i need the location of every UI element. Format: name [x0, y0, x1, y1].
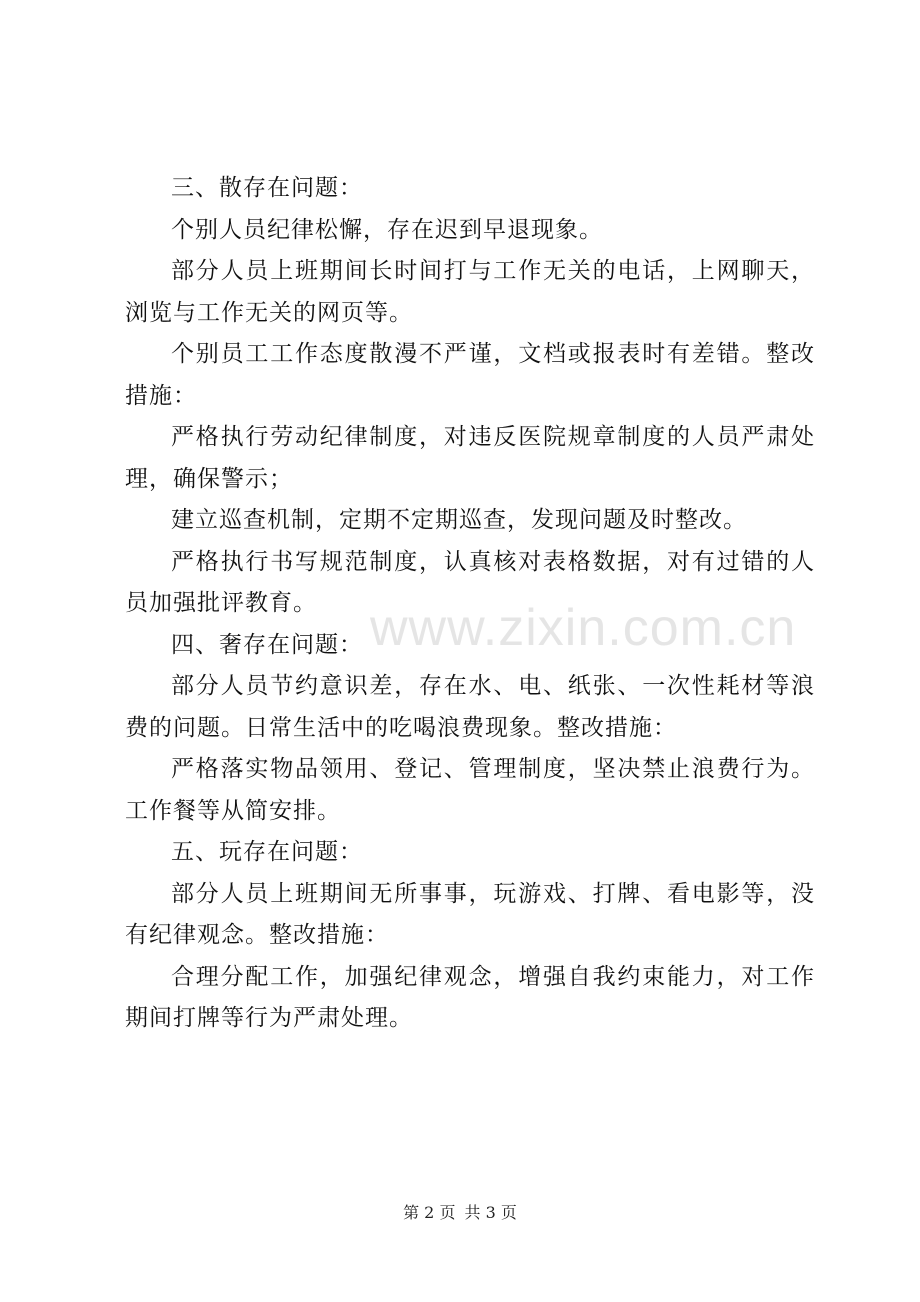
- paragraph: 部分人员上班期间无所事事，玩游戏、打牌、看电影等，没有纪律观念。整改措施：: [125, 880, 815, 948]
- paragraph: 部分人员上班期间长时间打与工作无关的电话，上网聊天，浏览与工作无关的网页等。: [125, 258, 815, 326]
- paragraph: 合理分配工作，加强纪律观念，增强自我约束能力，对工作期间打牌等行为严肃处理。: [125, 963, 815, 1031]
- page-number: 第 2 页: [403, 1203, 456, 1222]
- watermark: www.zixin.com.cn: [370, 599, 797, 657]
- paragraph: 个别员工工作态度散漫不严谨，文档或报表时有差错。整改措施：: [125, 341, 815, 409]
- document-body: [125, 168, 815, 1040]
- paragraph: 严格执行劳动纪律制度，对违反医院规章制度的人员严肃处理，确保警示；: [125, 424, 815, 492]
- page-footer: [0, 1200, 920, 1223]
- paragraph: 部分人员节约意识差，存在水、电、纸张、一次性耗材等浪费的问题。日常生活中的吃喝浪费现象。整改措施：: [125, 673, 815, 741]
- section-heading-3: 三、散存在问题：: [171, 175, 363, 201]
- paragraph: 建立巡查机制，定期不定期巡查，发现问题及时整改。: [171, 507, 747, 533]
- paragraph: 个别人员纪律松懈，存在迟到早退现象。: [171, 216, 603, 243]
- paragraph: 严格执行书写规范制度，认真核对表格数据，对有过错的人员加强批评教育。: [125, 548, 815, 616]
- page-total: 共 3 页: [464, 1203, 517, 1222]
- section-heading-5: 五、玩存在问题：: [171, 839, 363, 865]
- paragraph: 严格落实物品领用、登记、管理制度，坚决禁止浪费行为。工作餐等从简安排。: [125, 756, 815, 824]
- section-heading-4: 四、奢存在问题：: [171, 631, 363, 658]
